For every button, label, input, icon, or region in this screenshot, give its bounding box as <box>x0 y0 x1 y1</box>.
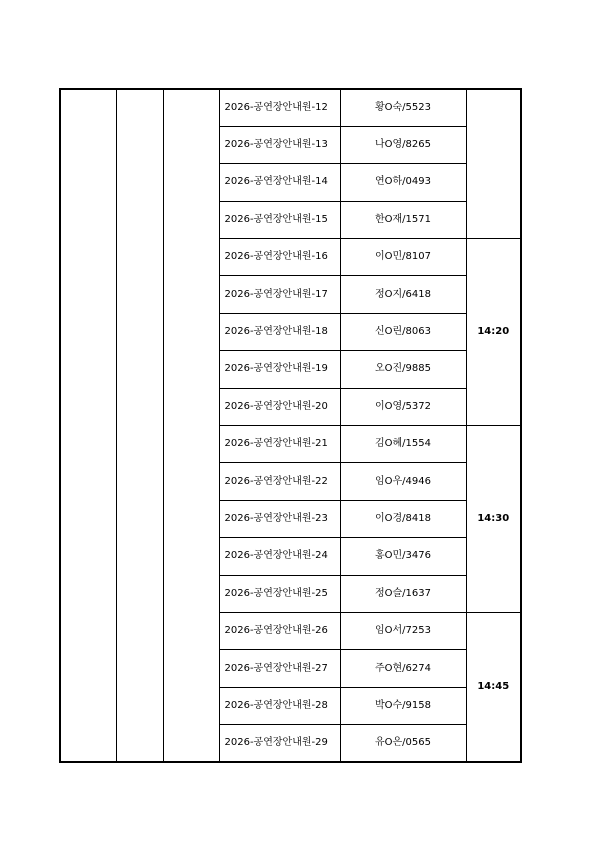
applicant-code: 2026-공연장안내원-27 <box>219 650 340 687</box>
applicant-code: 2026-공연장안내원-25 <box>219 575 340 612</box>
applicant-code: 2026-공연장안내원-19 <box>219 351 340 388</box>
applicant-code: 2026-공연장안내원-24 <box>219 538 340 575</box>
time-slot: 14:30 <box>466 426 521 613</box>
applicant-code: 2026-공연장안내원-23 <box>219 500 340 537</box>
blank-column-3 <box>163 89 219 762</box>
applicant-code: 2026-공연장안내원-17 <box>219 276 340 313</box>
applicant-name: 유O은/0565 <box>340 725 466 762</box>
applicant-code: 2026-공연장안내원-26 <box>219 612 340 649</box>
applicant-name: 홍O민/3476 <box>340 538 466 575</box>
applicant-name: 정O지/6418 <box>340 276 466 313</box>
applicant-name: 오O진/9885 <box>340 351 466 388</box>
applicant-name: 연O하/0493 <box>340 164 466 201</box>
applicant-code: 2026-공연장안내원-15 <box>219 201 340 238</box>
applicant-name: 주O현/6274 <box>340 650 466 687</box>
time-slot: 14:20 <box>466 239 521 426</box>
applicant-code: 2026-공연장안내원-29 <box>219 725 340 762</box>
applicant-name: 김O혜/1554 <box>340 426 466 463</box>
applicant-name: 한O재/1571 <box>340 201 466 238</box>
blank-column-2 <box>116 89 163 762</box>
applicant-code: 2026-공연장안내원-20 <box>219 388 340 425</box>
applicant-name: 황O숙/5523 <box>340 89 466 126</box>
applicant-code: 2026-공연장안내원-14 <box>219 164 340 201</box>
applicant-name: 정O슬/1637 <box>340 575 466 612</box>
applicant-code: 2026-공연장안내원-28 <box>219 687 340 724</box>
applicant-name: 박O수/9158 <box>340 687 466 724</box>
applicant-code: 2026-공연장안내원-18 <box>219 313 340 350</box>
applicant-name: 이O경/8418 <box>340 500 466 537</box>
interview-schedule-table <box>59 88 522 763</box>
applicant-name: 나O영/8265 <box>340 126 466 163</box>
applicant-name: 임O우/4946 <box>340 463 466 500</box>
applicant-code: 2026-공연장안내원-22 <box>219 463 340 500</box>
applicant-name: 임O서/7253 <box>340 612 466 649</box>
time-slot: 14:45 <box>466 612 521 762</box>
applicant-code: 2026-공연장안내원-16 <box>219 239 340 276</box>
applicant-code: 2026-공연장안내원-21 <box>219 426 340 463</box>
applicant-code: 2026-공연장안내원-12 <box>219 89 340 126</box>
table-row <box>60 89 521 126</box>
applicant-code: 2026-공연장안내원-13 <box>219 126 340 163</box>
blank-column-1 <box>60 89 116 762</box>
applicant-name: 이O민/8107 <box>340 239 466 276</box>
applicant-name: 신O린/8063 <box>340 313 466 350</box>
applicant-name: 이O영/5372 <box>340 388 466 425</box>
time-slot <box>466 89 521 239</box>
